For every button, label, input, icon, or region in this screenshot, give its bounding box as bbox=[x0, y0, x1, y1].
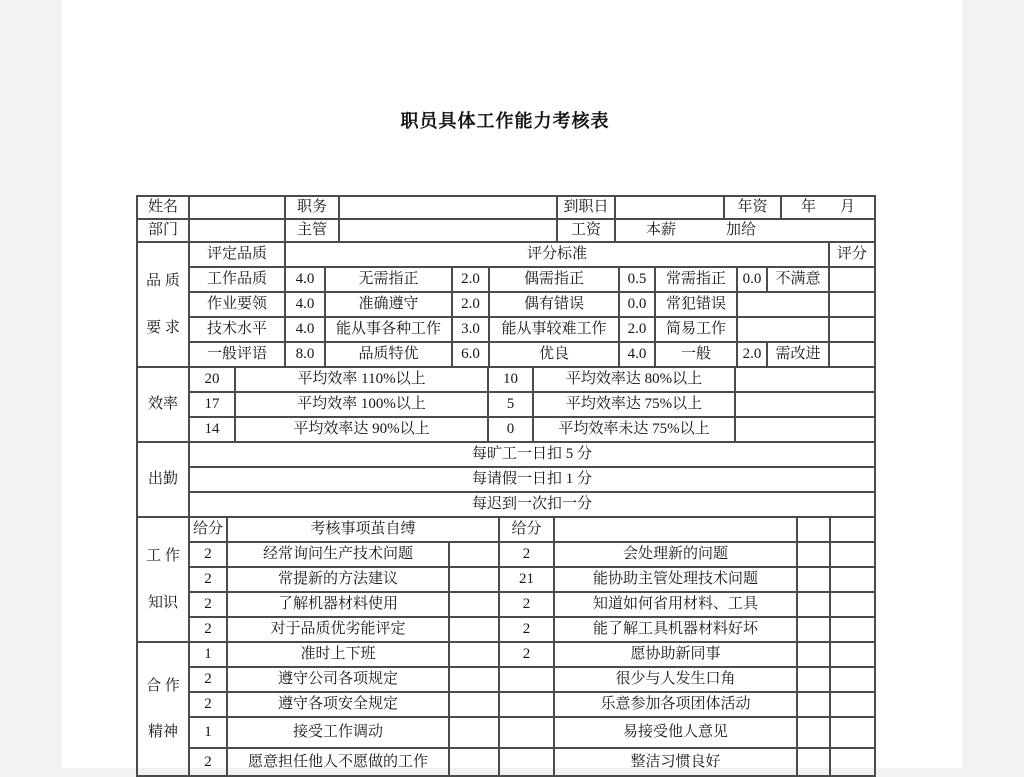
attendance-table bbox=[136, 441, 876, 518]
score-cell: 4.0 bbox=[285, 317, 325, 342]
cooperation-row bbox=[137, 692, 875, 717]
score-cell: 2 bbox=[189, 667, 227, 692]
empty-cell bbox=[797, 517, 830, 542]
cooperation-section-label: 合 作 精神 bbox=[137, 642, 189, 776]
empty-cell bbox=[737, 317, 829, 342]
item-cell: 乐意参加各项团体活动 bbox=[554, 692, 797, 717]
score-cell: 2 bbox=[499, 642, 554, 667]
criterion-cell: 一般 bbox=[655, 342, 737, 367]
score-header: 给分 bbox=[499, 517, 554, 542]
item-cell: 很少与人发生口角 bbox=[554, 667, 797, 692]
score-cell: 21 bbox=[499, 567, 554, 592]
empty-cell bbox=[554, 517, 797, 542]
item-cell: 对于品质优劣能评定 bbox=[227, 617, 449, 642]
info-row-1 bbox=[137, 196, 875, 219]
score-cell bbox=[499, 717, 554, 748]
name-value bbox=[189, 196, 285, 219]
score-cell: 2 bbox=[189, 592, 227, 617]
score-cell: 20 bbox=[189, 367, 235, 392]
knowledge-section-label: 工 作 知识 bbox=[137, 517, 189, 642]
criterion-cell: 能从事较难工作 bbox=[489, 317, 619, 342]
efficiency-row bbox=[137, 417, 875, 442]
score-cell: 1 bbox=[189, 717, 227, 748]
score-cell: 0 bbox=[488, 417, 533, 442]
empty-cell bbox=[797, 642, 830, 667]
attendance-rule: 每迟到一次扣一分 bbox=[189, 492, 875, 517]
info-table bbox=[136, 195, 876, 243]
criterion-cell: 平均效率未达 75%以上 bbox=[533, 417, 735, 442]
criterion-cell: 偶需指正 bbox=[489, 267, 619, 292]
criterion-cell: 偶有错误 bbox=[489, 292, 619, 317]
score-cell: 2 bbox=[499, 542, 554, 567]
quality-header-row bbox=[137, 242, 875, 267]
empty-cell bbox=[830, 592, 875, 617]
items-header: 考核事项茧自缚 bbox=[227, 517, 499, 542]
attendance-row bbox=[137, 492, 875, 517]
empty-cell bbox=[449, 567, 499, 592]
empty-cell bbox=[449, 592, 499, 617]
score-cell: 3.0 bbox=[452, 317, 489, 342]
score-cell bbox=[499, 748, 554, 776]
score-entry-cell bbox=[829, 292, 875, 317]
row-label: 工作品质 bbox=[189, 267, 285, 292]
empty-cell bbox=[830, 748, 875, 776]
allowance-label: 加给 bbox=[726, 222, 757, 239]
efficiency-row bbox=[137, 392, 875, 417]
empty-cell bbox=[449, 748, 499, 776]
document-page bbox=[62, 0, 962, 768]
score-cell: 2.0 bbox=[452, 267, 489, 292]
score-cell: 17 bbox=[189, 392, 235, 417]
assessment-table bbox=[136, 195, 874, 777]
quality-row bbox=[137, 292, 875, 317]
item-cell: 知道如何省用材料、工具 bbox=[554, 592, 797, 617]
score-cell: 14 bbox=[189, 417, 235, 442]
score-cell: 2 bbox=[189, 748, 227, 776]
salary-label: 工资 bbox=[557, 219, 615, 242]
cooperation-row bbox=[137, 667, 875, 692]
empty-cell bbox=[830, 667, 875, 692]
department-value bbox=[189, 219, 285, 242]
quality-rated-label: 评定品质 bbox=[189, 242, 285, 267]
score-cell bbox=[499, 667, 554, 692]
empty-cell bbox=[449, 542, 499, 567]
start-date-label: 到职日 bbox=[557, 196, 615, 219]
score-cell: 2 bbox=[189, 567, 227, 592]
criterion-cell: 简易工作 bbox=[655, 317, 737, 342]
empty-cell bbox=[830, 567, 875, 592]
seniority-year-month-cell bbox=[781, 196, 875, 219]
criterion-cell: 不满意 bbox=[767, 267, 829, 292]
empty-cell bbox=[737, 292, 829, 317]
score-cell: 2 bbox=[499, 617, 554, 642]
empty-cell bbox=[830, 642, 875, 667]
score-cell: 8.0 bbox=[285, 342, 325, 367]
knowledge-table bbox=[136, 516, 876, 643]
attendance-section-label: 出勤 bbox=[137, 442, 189, 517]
score-header: 给分 bbox=[189, 517, 227, 542]
empty-cell bbox=[830, 542, 875, 567]
item-cell: 能了解工具机器材料好坏 bbox=[554, 617, 797, 642]
info-row-2 bbox=[137, 219, 875, 242]
score-cell: 2 bbox=[189, 542, 227, 567]
cooperation-row bbox=[137, 642, 875, 667]
score-entry-cell bbox=[829, 317, 875, 342]
empty-cell bbox=[830, 617, 875, 642]
score-cell: 2 bbox=[499, 592, 554, 617]
cooperation-table bbox=[136, 641, 876, 777]
empty-cell bbox=[830, 717, 875, 748]
item-cell: 准时上下班 bbox=[227, 642, 449, 667]
score-cell: 4.0 bbox=[285, 267, 325, 292]
attendance-rule: 每旷工一日扣 5 分 bbox=[189, 442, 875, 467]
item-cell: 了解机器材料使用 bbox=[227, 592, 449, 617]
efficiency-row bbox=[137, 367, 875, 392]
position-value bbox=[339, 196, 557, 219]
score-cell: 2 bbox=[189, 617, 227, 642]
score-entry-cell bbox=[829, 267, 875, 292]
empty-cell bbox=[797, 692, 830, 717]
criterion-cell: 优良 bbox=[489, 342, 619, 367]
page-title: 职员具体工作能力考核表 bbox=[400, 111, 610, 131]
item-cell: 经常询问生产技术问题 bbox=[227, 542, 449, 567]
score-cell: 0.5 bbox=[619, 267, 655, 292]
efficiency-section-label: 效率 bbox=[137, 367, 189, 442]
seniority-label: 年资 bbox=[724, 196, 781, 219]
item-cell: 愿协助新同事 bbox=[554, 642, 797, 667]
score-cell: 2 bbox=[189, 692, 227, 717]
empty-cell bbox=[449, 617, 499, 642]
name-label: 姓名 bbox=[137, 196, 189, 219]
base-salary-label: 本薪 bbox=[646, 222, 677, 239]
month-label: 月 bbox=[840, 199, 856, 216]
department-label: 部门 bbox=[137, 219, 189, 242]
criterion-cell: 平均效率达 90%以上 bbox=[235, 417, 488, 442]
item-cell: 接受工作调动 bbox=[227, 717, 449, 748]
empty-cell bbox=[830, 517, 875, 542]
knowledge-row bbox=[137, 592, 875, 617]
supervisor-value bbox=[339, 219, 557, 242]
item-cell: 能协助主管处理技术问题 bbox=[554, 567, 797, 592]
empty-cell bbox=[449, 667, 499, 692]
score-entry-cell bbox=[735, 417, 875, 442]
empty-cell bbox=[797, 667, 830, 692]
empty-cell bbox=[797, 748, 830, 776]
position-label: 职务 bbox=[285, 196, 339, 219]
item-cell: 遵守各项安全规定 bbox=[227, 692, 449, 717]
score-cell: 2.0 bbox=[452, 292, 489, 317]
row-label: 作业要领 bbox=[189, 292, 285, 317]
criterion-cell: 常犯错误 bbox=[655, 292, 737, 317]
criterion-cell: 常需指正 bbox=[655, 267, 737, 292]
score-cell bbox=[499, 692, 554, 717]
score-cell: 2.0 bbox=[737, 342, 767, 367]
score-column-label: 评分 bbox=[829, 242, 875, 267]
score-cell: 2.0 bbox=[619, 317, 655, 342]
score-cell: 4.0 bbox=[285, 292, 325, 317]
quality-row bbox=[137, 267, 875, 292]
criterion-cell: 需改进 bbox=[767, 342, 829, 367]
row-label: 一般评语 bbox=[189, 342, 285, 367]
score-cell: 0.0 bbox=[619, 292, 655, 317]
year-label: 年 bbox=[800, 199, 816, 216]
item-cell: 常提新的方法建议 bbox=[227, 567, 449, 592]
knowledge-header-row bbox=[137, 517, 875, 542]
empty-cell bbox=[797, 617, 830, 642]
score-cell: 10 bbox=[488, 367, 533, 392]
empty-cell bbox=[797, 567, 830, 592]
score-cell: 4.0 bbox=[619, 342, 655, 367]
attendance-rule: 每请假一日扣 1 分 bbox=[189, 467, 875, 492]
salary-detail-cell bbox=[615, 219, 875, 242]
attendance-row bbox=[137, 442, 875, 467]
score-entry-cell bbox=[735, 392, 875, 417]
row-label: 技术水平 bbox=[189, 317, 285, 342]
score-entry-cell bbox=[829, 342, 875, 367]
criterion-cell: 准确遵守 bbox=[325, 292, 452, 317]
item-cell: 会处理新的问题 bbox=[554, 542, 797, 567]
empty-cell bbox=[797, 717, 830, 748]
quality-row bbox=[137, 317, 875, 342]
empty-cell bbox=[449, 692, 499, 717]
empty-cell bbox=[449, 642, 499, 667]
item-cell: 易接受他人意见 bbox=[554, 717, 797, 748]
criterion-cell: 无需指正 bbox=[325, 267, 452, 292]
quality-section-label: 品 质 要 求 bbox=[137, 242, 189, 367]
score-cell: 0.0 bbox=[737, 267, 767, 292]
score-cell: 5 bbox=[488, 392, 533, 417]
criterion-cell: 能从事各种工作 bbox=[325, 317, 452, 342]
knowledge-row bbox=[137, 617, 875, 642]
criterion-cell: 平均效率 100%以上 bbox=[235, 392, 488, 417]
criterion-cell: 品质特优 bbox=[325, 342, 452, 367]
criterion-cell: 平均效率 110%以上 bbox=[235, 367, 488, 392]
score-entry-cell bbox=[735, 367, 875, 392]
start-date-value bbox=[615, 196, 724, 219]
efficiency-table bbox=[136, 366, 876, 443]
attendance-row bbox=[137, 467, 875, 492]
cooperation-row bbox=[137, 717, 875, 748]
knowledge-row bbox=[137, 542, 875, 567]
item-cell: 遵守公司各项规定 bbox=[227, 667, 449, 692]
criterion-cell: 平均效率达 75%以上 bbox=[533, 392, 735, 417]
knowledge-row bbox=[137, 567, 875, 592]
empty-cell bbox=[797, 592, 830, 617]
score-cell: 6.0 bbox=[452, 342, 489, 367]
quality-table bbox=[136, 241, 876, 368]
supervisor-label: 主管 bbox=[285, 219, 339, 242]
empty-cell bbox=[797, 542, 830, 567]
item-cell: 愿意担任他人不愿做的工作 bbox=[227, 748, 449, 776]
criterion-cell: 平均效率达 80%以上 bbox=[533, 367, 735, 392]
score-cell: 1 bbox=[189, 642, 227, 667]
quality-row bbox=[137, 342, 875, 367]
empty-cell bbox=[830, 692, 875, 717]
item-cell: 整洁习惯良好 bbox=[554, 748, 797, 776]
empty-cell bbox=[449, 717, 499, 748]
cooperation-row-clipped bbox=[137, 748, 875, 776]
scoring-standard-label: 评分标准 bbox=[285, 242, 829, 267]
